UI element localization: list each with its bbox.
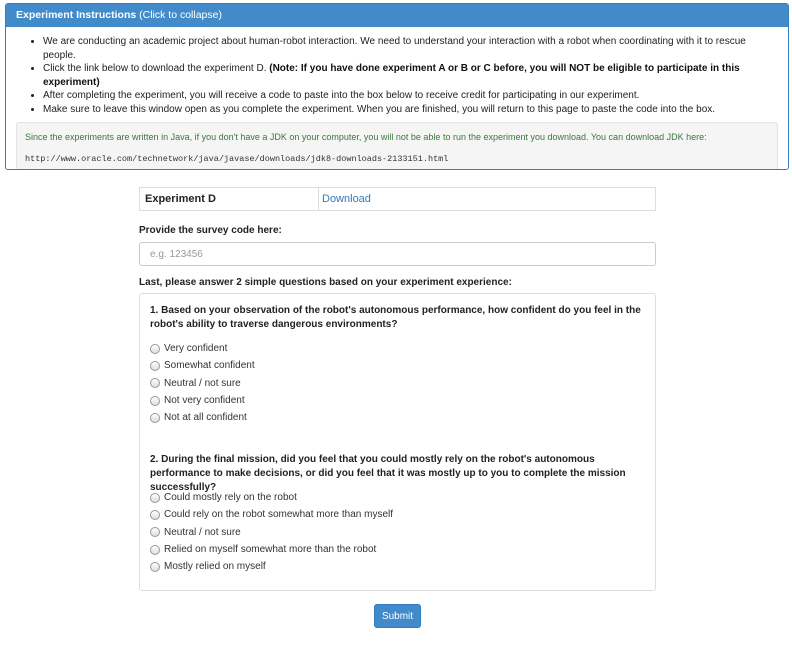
download-link[interactable]: Download [322, 193, 371, 205]
question-2-options [150, 489, 393, 575]
instruction-item: • Make sure to leave this window open as you complete the experiment. When you are finished, you will return to this page to paste the code into the box. [43, 103, 778, 117]
instructions-body [6, 27, 788, 170]
instruction-item: • After completing the experiment, you will receive a code to paste into the box below to receive credit for participating in our experiment. [43, 89, 778, 103]
question-1-options [150, 340, 255, 426]
survey-code-input[interactable] [139, 242, 656, 266]
instructions-panel [5, 3, 789, 170]
option[interactable]: Neutral / not sure [150, 375, 255, 392]
submit-button[interactable]: Submit [374, 604, 421, 628]
option[interactable]: Somewhat confident [150, 357, 255, 374]
radio-button[interactable] [150, 413, 160, 423]
instructions-title: Experiment Instructions [16, 9, 137, 21]
jdk-note-box [16, 122, 778, 170]
option[interactable]: Could rely on the robot somewhat more than myself [150, 506, 393, 523]
radio-button[interactable] [150, 493, 160, 503]
survey-code-label: Provide the survey code here: [139, 225, 282, 236]
radio-button[interactable] [150, 344, 160, 354]
radio-button[interactable] [150, 545, 160, 555]
questions-intro: Last, please answer 2 simple questions based on your experiment experience: [139, 277, 512, 288]
option[interactable]: Neutral / not sure [150, 524, 393, 541]
radio-button[interactable] [150, 562, 160, 572]
question-1-text: 1. Based on your observation of the robot's autonomous performance, how confident do you feel in the robot's ability to traverse dangerous environments? [150, 305, 641, 330]
radio-button[interactable] [150, 361, 160, 371]
instruction-item: • We are conducting an academic project about human-robot interaction. We need to understand your interaction with a robot when coordinating with it to rescue people. [43, 35, 778, 62]
instructions-list [16, 35, 778, 116]
option[interactable]: Relied on myself somewhat more than the robot [150, 541, 393, 558]
radio-button[interactable] [150, 510, 160, 520]
option[interactable]: Not very confident [150, 392, 255, 409]
radio-button[interactable] [150, 378, 160, 388]
collapse-hint: (Click to collapse) [139, 9, 222, 21]
question-2-text: 2. During the final mission, did you feel that you could mostly rely on the robot's autonomous performance to make decisions, or did you feel that it was mostly up to you to complete the mission successfully? [150, 454, 626, 493]
option[interactable]: Could mostly rely on the robot [150, 489, 393, 506]
option[interactable]: Mostly relied on myself [150, 558, 393, 575]
radio-button[interactable] [150, 527, 160, 537]
questions-box [139, 293, 656, 591]
option[interactable]: Very confident [150, 340, 255, 357]
experiment-table [139, 187, 656, 211]
option[interactable]: Not at all confident [150, 409, 255, 426]
jdk-url[interactable]: http://www.oracle.com/technetwork/java/javase/downloads/jdk8-downloads-2133151.html [25, 154, 449, 164]
radio-button[interactable] [150, 396, 160, 406]
experiment-name: Experiment D [140, 188, 319, 210]
jdk-note: Since the experiments are written in Java, if you don't have a JDK on your computer, you will not be able to run the experiment you download. You can download JDK here: [25, 132, 707, 142]
instruction-item: • Click the link below to download the experiment D. (Note: If you have done experiment A or B or C before, you will NOT be eligible to participate in this experiment) [43, 62, 778, 89]
instructions-panel-header[interactable] [6, 4, 788, 27]
